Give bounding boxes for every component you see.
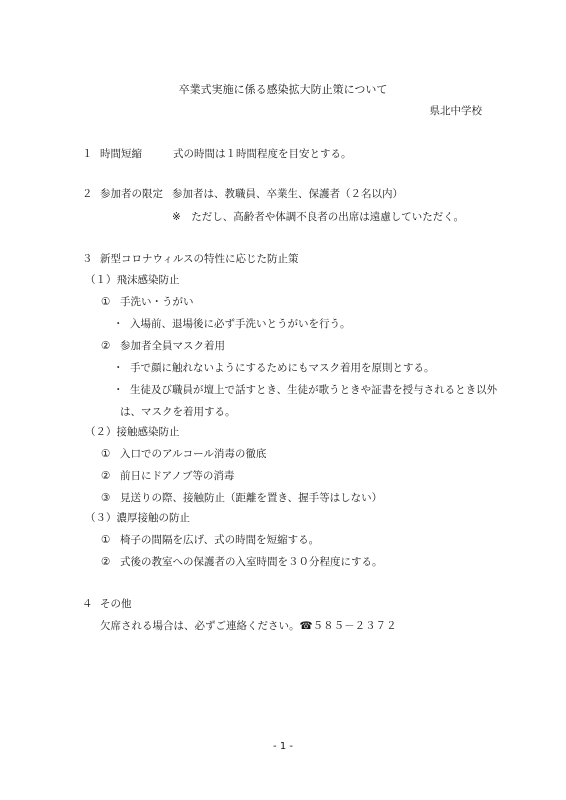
item-text: 式後の教室への保護者の入室時間を３０分程度にする。 (120, 556, 383, 568)
item-text: 見送りの際、接触防止（距離を置き、握手等はしない） (120, 492, 383, 504)
item-number: ③ (101, 492, 111, 504)
section-3-number: ３ (82, 253, 93, 265)
item-number: ① (101, 534, 111, 546)
subsection-label: （３）濃厚接触の防止 (85, 512, 190, 524)
bullet: ・ (113, 362, 124, 374)
item-text: 参加者全員マスク着用 (120, 340, 225, 352)
section-3-heading: 新型コロナウィルスの特性に応じた防止策 (100, 253, 299, 265)
item-text: 前日にドアノブ等の消毒 (120, 470, 235, 482)
item-text: 手洗い・うがい (120, 296, 194, 308)
section-2-text: 参加者は、教職員、卒業生、保護者（２名以内） (172, 188, 403, 200)
item-text: 入口でのアルコール消毒の徹底 (120, 448, 267, 460)
school-name: 県北中学校 (429, 105, 482, 117)
document-title: 卒業式実施に係る感染拡大防止策について (178, 83, 388, 96)
item-number: ① (101, 448, 111, 460)
section-1-heading: 時間短縮 (100, 148, 142, 160)
item-number: ② (101, 470, 111, 482)
item-number: ② (101, 556, 111, 568)
section-4-text: 欠席される場合は、必ずご連絡ください。☎５８５－２３７２ (100, 620, 397, 632)
section-2-note: ※ ただし、高齢者や体調不良者の出席は遠慮していただく。 (172, 211, 465, 223)
section-2-number: ２ (82, 188, 93, 200)
subsection-label: （２）接触感染防止 (85, 426, 180, 438)
bullet-text: 生徒及び職員が壇上で話すとき、生徒が歌うときや証書を授与されるとき以外 (130, 384, 498, 396)
bullet: ・ (113, 318, 124, 330)
subsection-label: （１）飛沫感染防止 (85, 274, 180, 286)
section-1-text: 式の時間は１時間程度を目安とする。 (173, 148, 352, 160)
item-number: ① (101, 296, 111, 308)
bullet: ・ (113, 384, 124, 396)
page-number: - 1 - (273, 741, 293, 752)
section-2-heading: 参加者の限定 (100, 188, 163, 200)
section-1-number: １ (82, 148, 93, 160)
item-text: 椅子の間隔を広げ、式の時間を短縮する。 (120, 534, 320, 546)
bullet-text: 入場前、退場後に必ず手洗いとうがいを行う。 (130, 318, 351, 330)
item-number: ② (101, 340, 111, 352)
bullet-text: 手で顔に触れないようにするためにもマスク着用を原則とする。 (130, 362, 435, 374)
section-4-number: ４ (82, 598, 93, 610)
section-4-heading: その他 (100, 598, 132, 610)
bullet-text-continued: は、マスクを着用する。 (120, 406, 236, 418)
